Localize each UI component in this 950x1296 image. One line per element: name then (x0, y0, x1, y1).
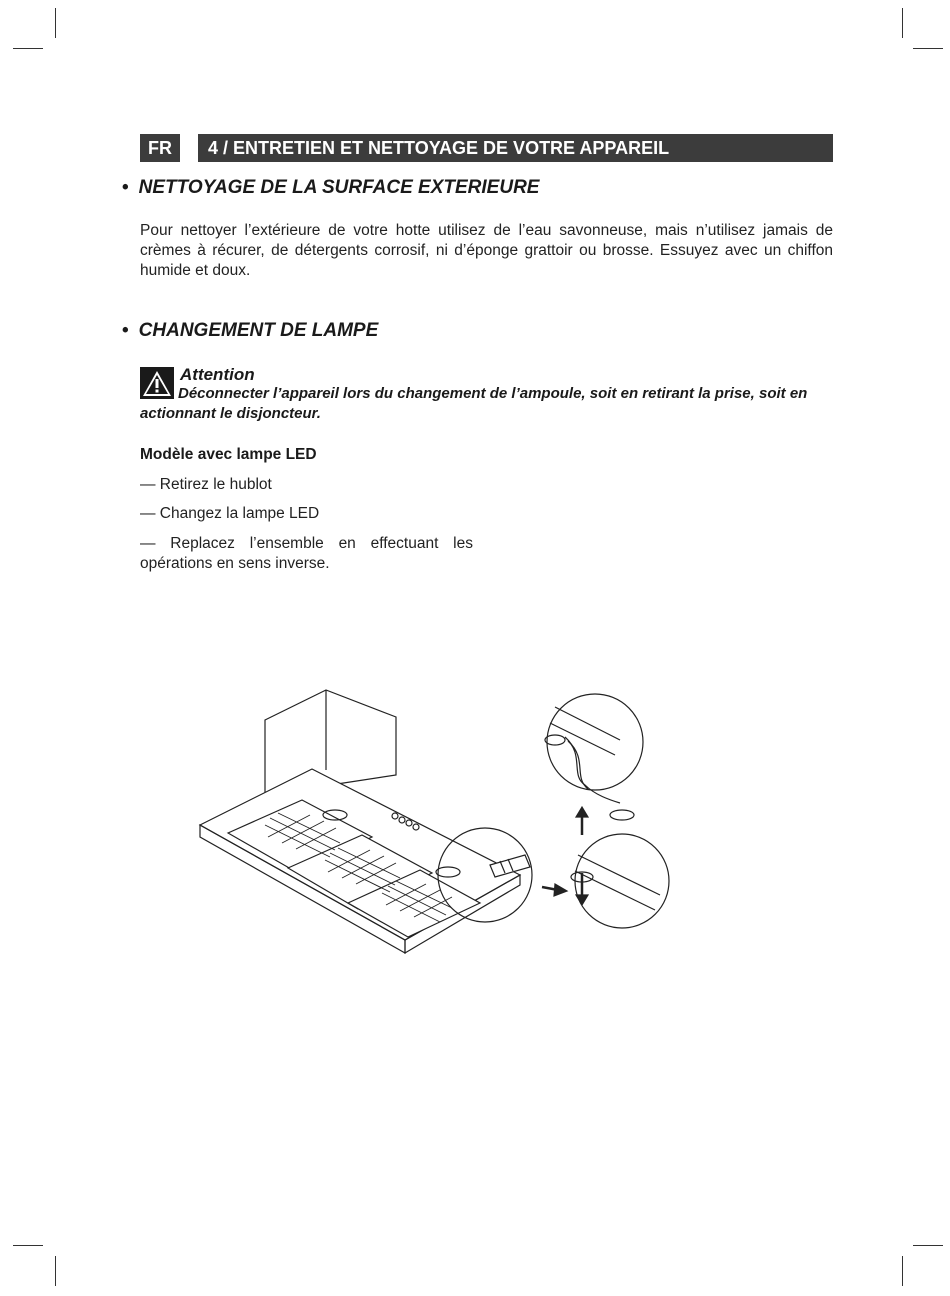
crop-mark (13, 1245, 43, 1246)
cleaning-paragraph: Pour nettoyer l’extérieure de votre hotte utilisez de l’eau savonneuse, mais n’utilisez jamais de crèmes à récurer, de détergents corrosif, ni d’éponge grattoir ou brosse. Essuyez avec un chiffon humide et doux. (140, 222, 833, 279)
section-title-text: CHANGEMENT DE LAMPE (138, 320, 379, 341)
step-item: — Retirez le hublot (140, 476, 272, 493)
crop-mark (902, 1256, 903, 1286)
section-title-cleaning (122, 177, 539, 199)
step-item: — Replacez l’ensemble en effectuant les opérations en sens inverse. (140, 535, 473, 572)
crop-mark (902, 8, 903, 38)
language-tag: FR (140, 134, 180, 162)
chapter-title: 4 / ENTRETIEN ET NETTOYAGE DE VOTRE APPAREIL (198, 134, 833, 162)
bullet: • (122, 320, 129, 341)
crop-mark (55, 1256, 56, 1286)
led-model-title: Modèle avec lampe LED (140, 446, 317, 463)
warning-text: Déconnecter l’appareil lors du changement de l’ampoule, soit en retirant la prise, soit en actionnant le disjoncteur. (140, 385, 808, 422)
warning-title: Attention (180, 365, 255, 384)
crop-mark (913, 48, 943, 49)
crop-mark (913, 1245, 943, 1246)
hood-lamp-illustration (190, 685, 680, 960)
section-title-lamp (122, 320, 378, 342)
crop-mark (13, 48, 43, 49)
bullet: • (122, 177, 129, 198)
crop-mark (55, 8, 56, 38)
page-header (140, 134, 833, 162)
section-title-text: NETTOYAGE DE LA SURFACE EXTERIEURE (138, 177, 540, 198)
step-item: — Changez la lampe LED (140, 505, 320, 522)
